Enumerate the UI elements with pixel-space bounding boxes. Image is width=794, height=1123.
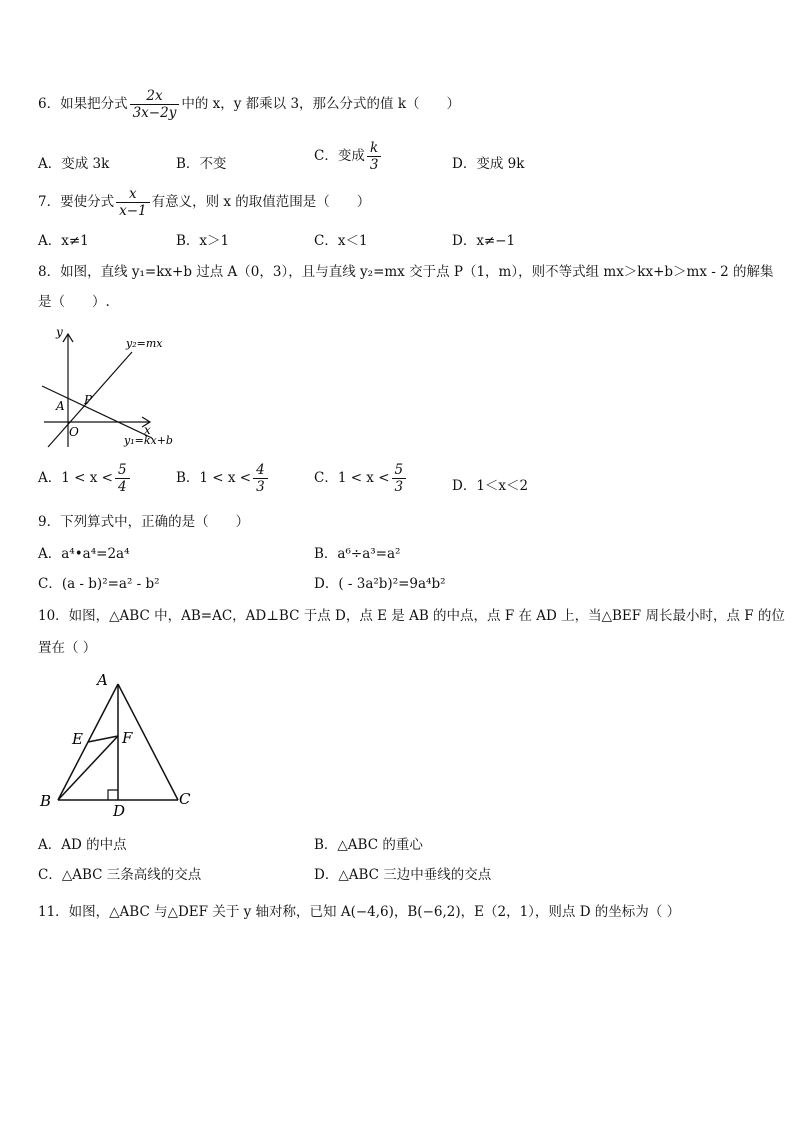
q7-option-c: C．x＜1	[314, 233, 368, 249]
q6-frac-num: 2x	[146, 88, 163, 104]
q8-option-b-label: B．1 < x <	[176, 470, 252, 486]
q10-option-a: A．AD 的中点	[38, 837, 127, 853]
q10-option-c: C．△ABC 三条高线的交点	[38, 867, 202, 883]
q8-label-x: x	[144, 423, 151, 437]
q10-option-b: B．△ABC 的重心	[314, 837, 423, 853]
q7-prefix: 7．要使分式	[38, 194, 115, 210]
q7-option-d: D．x≠−1	[452, 233, 516, 249]
q8-figure	[36, 322, 186, 452]
q7-option-a: A．x≠1	[38, 233, 89, 249]
q8-option-b	[176, 462, 270, 495]
q7-fraction	[116, 186, 150, 219]
q10-stem-line2: 置在（ ）	[38, 640, 97, 656]
q10-label-f: F	[122, 729, 133, 747]
q9-option-a: A．a⁴•a⁴=2a⁴	[38, 546, 130, 562]
q8-option-c-label: C．1 < x <	[314, 470, 390, 486]
q8-label-o: O	[69, 425, 79, 439]
q6-prefix: 6．如果把分式	[38, 96, 128, 112]
q9-option-c: C．(a - b)²=a² - b²	[38, 576, 160, 592]
q8-option-a-den: 4	[115, 478, 130, 495]
q8-label-y: y	[56, 325, 63, 339]
q8-option-c-fraction	[392, 462, 407, 495]
q8-label-y2: y₂=mx	[126, 337, 163, 350]
q8-option-d: D．1＜x＜2	[452, 478, 529, 494]
q6-option-c-label: C．变成	[314, 148, 365, 164]
q8-option-a	[38, 462, 132, 495]
q9-stem: 9．下列算式中，正确的是（ ）	[38, 514, 250, 530]
q6-frac-den: 3x−2y	[130, 104, 180, 121]
q8-option-a-fraction	[115, 462, 130, 495]
q8-option-b-fraction	[253, 462, 268, 495]
q10-label-d: D	[113, 802, 126, 818]
q10-label-a: A	[97, 671, 108, 689]
q8-option-b-num: 4	[256, 462, 265, 478]
q6-fraction	[130, 88, 180, 121]
q6-option-c	[314, 140, 383, 173]
q8-label-p: P	[84, 393, 93, 407]
q8-option-b-den: 3	[253, 478, 268, 495]
q7-frac-num: x	[129, 186, 137, 202]
question-7	[38, 186, 370, 219]
q10-label-c: C	[179, 790, 191, 808]
question-6	[38, 88, 460, 121]
q10-stem-line1: 10．如图，△ABC 中，AB=AC，AD⊥BC 于点 D，点 E 是 AB 的中点，点 F 在 AD 上，当△BEF 周长最小时，点 F 的位	[38, 608, 785, 624]
q10-figure	[36, 668, 206, 818]
q8-option-c-num: 5	[394, 462, 404, 478]
q6-option-b: B．不变	[176, 156, 227, 172]
q8-option-c	[314, 462, 408, 495]
q6-option-c-fraction	[367, 140, 382, 173]
q6-option-a: A．变成 3k	[38, 156, 110, 172]
q6-option-c-den: 3	[367, 156, 382, 173]
q8-label-y1: y₁=kx+b	[124, 434, 173, 447]
q11-stem: 11．如图，△ABC 与△DEF 关于 y 轴对称，已知 A(−4,6)，B(−6,2)，E（2，1），则点 D 的坐标为（ ）	[38, 904, 681, 920]
q6-suffix: 中的 x，y 都乘以 3，那么分式的值 k（ ）	[181, 96, 461, 112]
q10-right-angle-mark	[108, 790, 118, 800]
q6-option-d: D．变成 9k	[452, 156, 525, 172]
q7-suffix: 有意义，则 x 的取值范围是（ ）	[151, 194, 371, 210]
q8-label-a: A	[56, 399, 65, 413]
q10-option-d: D．△ABC 三边中垂线的交点	[314, 867, 492, 883]
q8-option-c-den: 3	[392, 478, 407, 495]
q8-option-a-num: 5	[117, 462, 127, 478]
q6-option-c-num: k	[370, 140, 379, 156]
q8-stem-line2: 是（ ）.	[38, 294, 110, 310]
q9-option-b: B．a⁶÷a³=a²	[314, 546, 401, 562]
q10-label-e: E	[72, 730, 83, 748]
q8-stem-line1: 8．如图，直线 y₁=kx+b 过点 A（0，3），且与直线 y₂=mx 交于点 P（1，m），则不等式组 mx＞kx+b＞mx - 2 的解集	[38, 264, 774, 280]
q7-option-b: B．x＞1	[176, 233, 230, 249]
q9-option-d: D．( - 3a²b)²=9a⁴b²	[314, 576, 446, 592]
q7-frac-den: x−1	[116, 202, 150, 219]
q10-label-b: B	[40, 792, 52, 810]
q8-option-a-label: A．1 < x <	[38, 470, 113, 486]
